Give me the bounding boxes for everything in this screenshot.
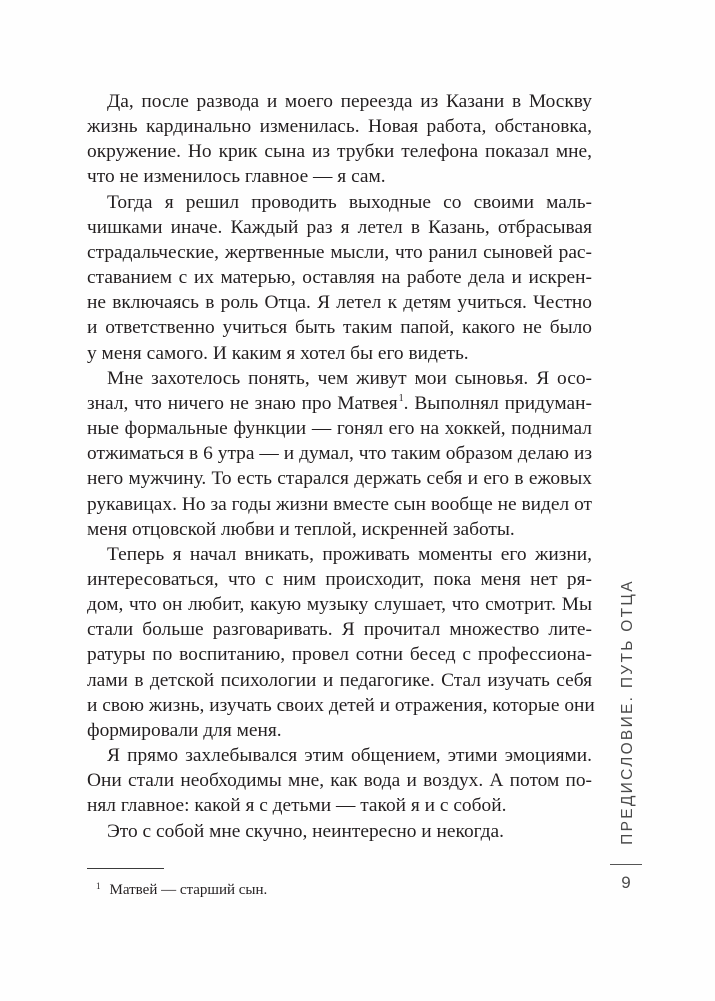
running-head-title: ПРЕДИСЛОВИЕ. ПУТЬ ОТЦА [619,579,636,845]
text-line: у меня самого. И каким я хотел бы его видеть. [87,342,469,364]
footnote-divider [87,868,164,869]
text-line: меня отцовской любви и теплой, искренней заботы. [87,518,515,540]
footnote-text: Матвей — старший сын. [109,882,268,898]
text-line: отжиматься в 6 утра — и думал, что таким образом делаю из [87,443,592,465]
text-line: окружение. Но крик сына из трубки телефона показал мне, [87,141,592,163]
paragraph-2 [87,190,592,366]
text-line: Тогда я решил проводить выходные со своими маль- [107,191,592,213]
text-line: Теперь я начал вникать, проживать моменты его жизни, [107,543,592,565]
text-line: Мне захотелось понять, чем живут мои сыновья. Я осо- [107,367,592,389]
text-segment: . Выполнял придуман- [403,392,592,414]
paragraph-6 [87,819,592,844]
text-line: чишками иначе. Каждый раз я летел в Казань, отбрасывая [87,216,592,238]
text-line: Они стали необходимы мне, как вода и воздух. А потом по- [87,770,592,792]
footnote-number: 1 [96,881,101,891]
text-line: Это с собой мне скучно, неинтересно и некогда. [107,820,504,842]
text-line: интересоваться, что с ним происходит, пока меня нет ря- [87,568,592,590]
text-line: страдальческие, жертвенные мысли, что ранил сыновей рас- [87,241,592,263]
paragraph-1 [87,89,592,190]
text-line: лами в детской психологии и педагогике. Стал изучать себя [87,669,592,691]
text-line: Да, после развода и моего переезда из Казани в Москву [107,91,592,112]
footnote [96,876,267,900]
body-text [87,89,595,844]
text-line: него мужчину. То есть старался держать себя и его в ежовых [87,468,592,490]
text-line: и свою жизнь, изучать своих детей и отражения, которые они [87,694,595,716]
text-line: ставанием с их матерью, оставляя на работе дела и искрен- [87,267,592,289]
text-line: жизнь кардинально изменилась. Новая работа, обстановка, [87,116,592,138]
text-line: стали больше разговаривать. Я прочитал множество лите- [87,619,592,641]
text-segment: знал, что ничего не знаю про Матвея [87,392,398,414]
running-head-divider [610,864,642,865]
text-line: Я прямо захлебывался этим общением, этими эмоциями. [107,745,592,767]
paragraph-3 [87,366,592,542]
text-line-with-footnote [87,391,592,416]
text-line: ратуры по воспитанию, провел сотни бесед с профессиона- [87,644,592,666]
text-line: что не изменилось главное — я сам. [87,166,386,188]
text-line: нял главное: какой я с детьми — такой я и с собой. [87,795,507,817]
page-number: 9 [621,873,631,892]
text-line: формировали для меня. [87,719,282,741]
text-line: рукавицах. Но за годы жизни вместе сын вообще не видел от [87,493,592,515]
paragraph-5 [87,743,592,818]
footnote-reference[interactable]: 1 [398,392,404,404]
text-line: дом, что он любит, какую музыку слушает, что смотрит. Мы [87,594,592,616]
text-line: и ответственно учиться быть таким папой, какого не было [87,317,592,339]
paragraph-4 [87,542,595,743]
text-line: не включаясь в роль Отца. Я летел к детям учиться. Честно [87,292,592,314]
text-line: ные формальные функции — гонял его на хоккей, поднимал [87,418,592,440]
